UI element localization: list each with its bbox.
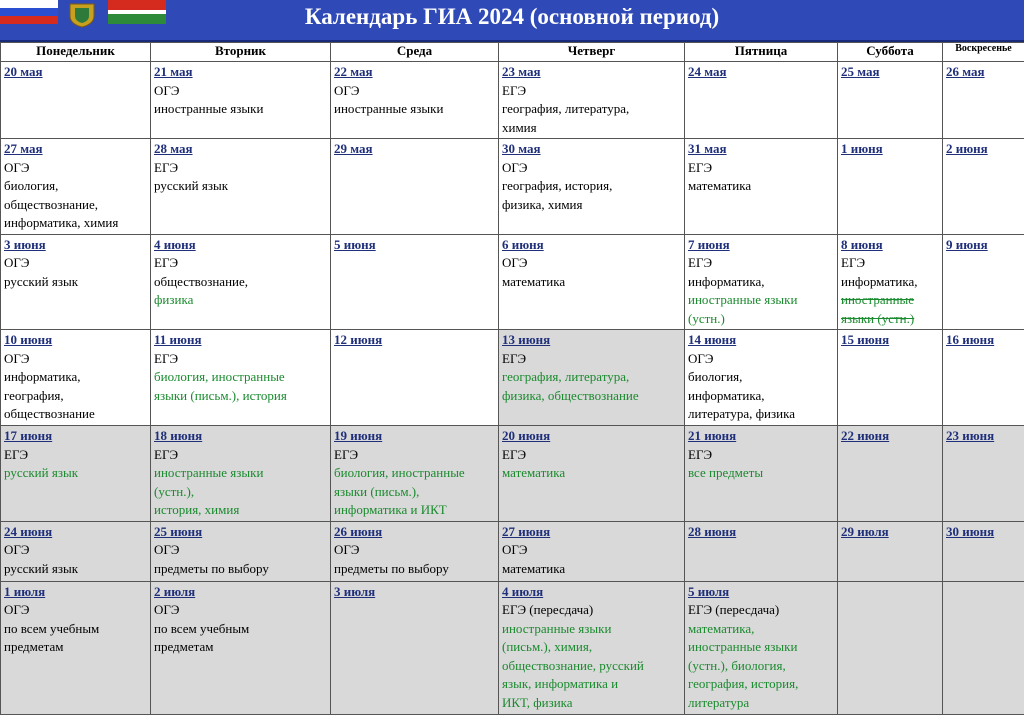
exam-subject-line: информатика, химия <box>4 214 147 233</box>
exam-subject-line: обществознание, <box>4 196 147 215</box>
week-row <box>1 426 1024 522</box>
day-date: 28 июня <box>688 523 834 542</box>
week-row <box>1 139 1024 235</box>
day-date: 23 мая <box>502 63 681 82</box>
day-date: 14 июня <box>688 331 834 350</box>
day-date: 18 июня <box>154 427 327 446</box>
exam-subject-line: (устн.), биология, <box>688 657 834 676</box>
day-date: 9 июня <box>946 236 1021 255</box>
exam-subject-line: иностранные языки <box>688 638 834 657</box>
day-cell <box>1 426 151 522</box>
exam-subject-line: физика, обществознание <box>502 387 681 406</box>
exam-type: ЕГЭ <box>154 350 327 369</box>
exam-subject-line: иностранные языки <box>334 100 495 119</box>
day-date: 31 мая <box>688 140 834 159</box>
day-date: 10 июня <box>4 331 147 350</box>
day-cell <box>1 62 151 139</box>
exam-type: ЕГЭ <box>154 159 327 178</box>
exam-subject-line: языки (письм.), история <box>154 387 327 406</box>
exam-subject-line: география, история, <box>502 177 681 196</box>
week-row <box>1 62 1024 139</box>
day-cell <box>943 234 1024 330</box>
exam-type: ЕГЭ <box>688 159 834 178</box>
day-cell <box>838 521 943 581</box>
day-date: 1 июля <box>4 583 147 602</box>
day-date: 27 июня <box>502 523 681 542</box>
day-date: 29 июля <box>841 523 939 542</box>
exam-type: ЕГЭ <box>502 350 681 369</box>
day-cell <box>685 426 838 522</box>
exam-subject-line: математика, <box>688 620 834 639</box>
exam-subject-line: химия <box>502 119 681 138</box>
exam-type: ОГЭ <box>4 541 147 560</box>
exam-type: ЕГЭ <box>841 254 939 273</box>
exam-subject-line: информатика, <box>4 368 147 387</box>
day-cell <box>838 62 943 139</box>
exam-subject-line: иностранные языки <box>502 620 681 639</box>
weekday-tuesday: Вторник <box>151 43 331 62</box>
weekday-monday: Понедельник <box>1 43 151 62</box>
exam-subject-line: предметы по выбору <box>334 560 495 579</box>
day-date: 19 июня <box>334 427 495 446</box>
day-cell <box>943 139 1024 235</box>
exam-type: ЕГЭ <box>154 446 327 465</box>
weekday-friday: Пятница <box>685 43 838 62</box>
exam-type: ОГЭ <box>4 159 147 178</box>
exam-subject-line: математика <box>502 273 681 292</box>
day-cell <box>685 139 838 235</box>
day-date: 1 июня <box>841 140 939 159</box>
weekday-sunday: Воскресенье <box>943 43 1024 62</box>
day-date: 29 мая <box>334 140 495 159</box>
day-cell <box>331 62 499 139</box>
exam-type: ОГЭ <box>154 82 327 101</box>
day-date: 26 июня <box>334 523 495 542</box>
exam-subject-line: иностранные языки <box>154 100 327 119</box>
day-date: 5 июля <box>688 583 834 602</box>
exam-subject-line: предметам <box>154 638 327 657</box>
day-cell <box>838 426 943 522</box>
exam-subject-line: язык, информатика и <box>502 675 681 694</box>
exam-subject-line: обществознание, <box>154 273 327 292</box>
exam-subject-line: физика <box>154 291 327 310</box>
exam-subject-line: русский язык <box>4 560 147 579</box>
weekday-thursday: Четверг <box>499 43 685 62</box>
exam-type: ЕГЭ (пересдача) <box>502 601 681 620</box>
exam-subject-line: информатика, <box>841 273 939 292</box>
day-cell <box>499 330 685 426</box>
week-row <box>1 581 1024 714</box>
day-date: 22 июня <box>841 427 939 446</box>
exam-subject-line: биология, <box>4 177 147 196</box>
day-date: 28 мая <box>154 140 327 159</box>
exam-type: ОГЭ <box>4 350 147 369</box>
day-date: 5 июня <box>334 236 495 255</box>
day-date: 2 июня <box>946 140 1021 159</box>
day-cell <box>943 426 1024 522</box>
day-date: 17 июня <box>4 427 147 446</box>
week-row <box>1 521 1024 581</box>
exam-type: ЕГЭ <box>688 254 834 273</box>
day-cell <box>151 521 331 581</box>
exam-subject-line: информатика, <box>688 273 834 292</box>
exam-subject-line: русский язык <box>154 177 327 196</box>
day-date: 2 июля <box>154 583 327 602</box>
title-bar <box>0 0 1024 42</box>
exam-subject-line: языки (письм.), <box>334 483 495 502</box>
day-date: 8 июня <box>841 236 939 255</box>
day-date: 30 июня <box>946 523 1021 542</box>
exam-subject-line: биология, иностранные <box>154 368 327 387</box>
exam-subject-line: предметы по выбору <box>154 560 327 579</box>
day-cell <box>1 330 151 426</box>
exam-type: ЕГЭ (пересдача) <box>688 601 834 620</box>
day-cell <box>1 234 151 330</box>
day-date: 30 мая <box>502 140 681 159</box>
exam-subject-line: (устн.) <box>688 310 834 329</box>
exam-type: ОГЭ <box>502 541 681 560</box>
exam-subject-line: биология, <box>688 368 834 387</box>
day-cell <box>1 581 151 714</box>
day-cell <box>331 330 499 426</box>
exam-subject-line: информатика, <box>688 387 834 406</box>
day-cell <box>331 426 499 522</box>
day-cell <box>1 521 151 581</box>
day-cell <box>838 139 943 235</box>
exam-subject-line: география, история, <box>688 675 834 694</box>
exam-type: ЕГЭ <box>4 446 147 465</box>
day-date: 24 мая <box>688 63 834 82</box>
exam-subject-line: математика <box>502 464 681 483</box>
exam-type: ЕГЭ <box>334 446 495 465</box>
day-date: 20 мая <box>4 63 147 82</box>
day-cell <box>838 581 943 714</box>
exam-subject-line: математика <box>688 177 834 196</box>
exam-subject-line: по всем учебным <box>4 620 147 639</box>
day-cell <box>151 581 331 714</box>
day-date: 21 мая <box>154 63 327 82</box>
exam-type: ОГЭ <box>502 254 681 273</box>
exam-subject-line: информатика и ИКТ <box>334 501 495 520</box>
day-date: 25 июня <box>154 523 327 542</box>
exam-subject-line: русский язык <box>4 273 147 292</box>
day-date: 7 июня <box>688 236 834 255</box>
exam-type: ОГЭ <box>334 541 495 560</box>
weekday-wednesday: Среда <box>331 43 499 62</box>
day-cell <box>685 62 838 139</box>
exam-subject-line: литература, физика <box>688 405 834 424</box>
day-cell <box>943 62 1024 139</box>
day-cell <box>838 234 943 330</box>
week-row <box>1 330 1024 426</box>
day-date: 23 июня <box>946 427 1021 446</box>
day-date: 20 июня <box>502 427 681 446</box>
exam-subject-line: иностранные <box>841 291 939 310</box>
exam-subject-line: (устн.), <box>154 483 327 502</box>
exam-subject-line: иностранные языки <box>688 291 834 310</box>
day-date: 11 июня <box>154 331 327 350</box>
exam-subject-line: языки (устн.) <box>841 310 939 329</box>
exam-subject-line: математика <box>502 560 681 579</box>
exam-type: ЕГЭ <box>154 254 327 273</box>
exam-type: ОГЭ <box>688 350 834 369</box>
day-cell <box>499 581 685 714</box>
weekday-header-row <box>1 43 1024 62</box>
day-cell <box>499 426 685 522</box>
day-cell <box>331 139 499 235</box>
calendar-body <box>1 62 1024 715</box>
exam-subject-line: обществознание <box>4 405 147 424</box>
day-date: 25 мая <box>841 63 939 82</box>
day-cell <box>499 62 685 139</box>
day-date: 21 июня <box>688 427 834 446</box>
day-cell <box>151 139 331 235</box>
day-cell <box>943 330 1024 426</box>
exam-calendar-table <box>0 42 1024 715</box>
exam-subject-line: иностранные языки <box>154 464 327 483</box>
day-cell <box>685 581 838 714</box>
day-date: 24 июня <box>4 523 147 542</box>
exam-subject-line: (письм.), химия, <box>502 638 681 657</box>
exam-type: ОГЭ <box>4 254 147 273</box>
exam-subject-line: ИКТ, физика <box>502 694 681 713</box>
day-cell <box>331 234 499 330</box>
exam-type: ОГЭ <box>154 541 327 560</box>
exam-subject-line: история, химия <box>154 501 327 520</box>
day-cell <box>499 139 685 235</box>
exam-type: ЕГЭ <box>502 446 681 465</box>
day-date: 12 июня <box>334 331 495 350</box>
exam-subject-line: обществознание, русский <box>502 657 681 676</box>
day-cell <box>151 330 331 426</box>
day-cell <box>685 521 838 581</box>
exam-subject-line: литература <box>688 694 834 713</box>
exam-subject-line: география, литература, <box>502 100 681 119</box>
exam-type: ОГЭ <box>334 82 495 101</box>
page-title: Календарь ГИА 2024 (основной период) <box>0 4 1024 30</box>
day-cell <box>331 581 499 714</box>
day-cell <box>499 521 685 581</box>
day-cell <box>499 234 685 330</box>
exam-subject-line: география, <box>4 387 147 406</box>
day-date: 3 июля <box>334 583 495 602</box>
exam-type: ОГЭ <box>4 601 147 620</box>
day-date: 13 июня <box>502 331 681 350</box>
day-cell <box>151 62 331 139</box>
day-date: 26 мая <box>946 63 1021 82</box>
exam-type: ЕГЭ <box>688 446 834 465</box>
exam-type: ОГЭ <box>502 159 681 178</box>
day-date: 6 июня <box>502 236 681 255</box>
day-date: 4 июля <box>502 583 681 602</box>
exam-type: ОГЭ <box>154 601 327 620</box>
day-cell <box>943 581 1024 714</box>
day-date: 27 мая <box>4 140 147 159</box>
exam-subject-line: русский язык <box>4 464 147 483</box>
week-row <box>1 234 1024 330</box>
exam-subject-line: география, литература, <box>502 368 681 387</box>
day-date: 16 июня <box>946 331 1021 350</box>
exam-subject-line: физика, химия <box>502 196 681 215</box>
day-date: 4 июня <box>154 236 327 255</box>
day-cell <box>331 521 499 581</box>
day-cell <box>685 234 838 330</box>
weekday-saturday: Суббота <box>838 43 943 62</box>
exam-subject-line: биология, иностранные <box>334 464 495 483</box>
exam-subject-line: по всем учебным <box>154 620 327 639</box>
exam-subject-line: все предметы <box>688 464 834 483</box>
day-date: 22 мая <box>334 63 495 82</box>
exam-type: ЕГЭ <box>502 82 681 101</box>
day-date: 3 июня <box>4 236 147 255</box>
day-cell <box>151 234 331 330</box>
day-cell <box>943 521 1024 581</box>
day-cell <box>151 426 331 522</box>
exam-subject-line: предметам <box>4 638 147 657</box>
day-cell <box>685 330 838 426</box>
day-cell <box>838 330 943 426</box>
day-cell <box>1 139 151 235</box>
day-date: 15 июня <box>841 331 939 350</box>
